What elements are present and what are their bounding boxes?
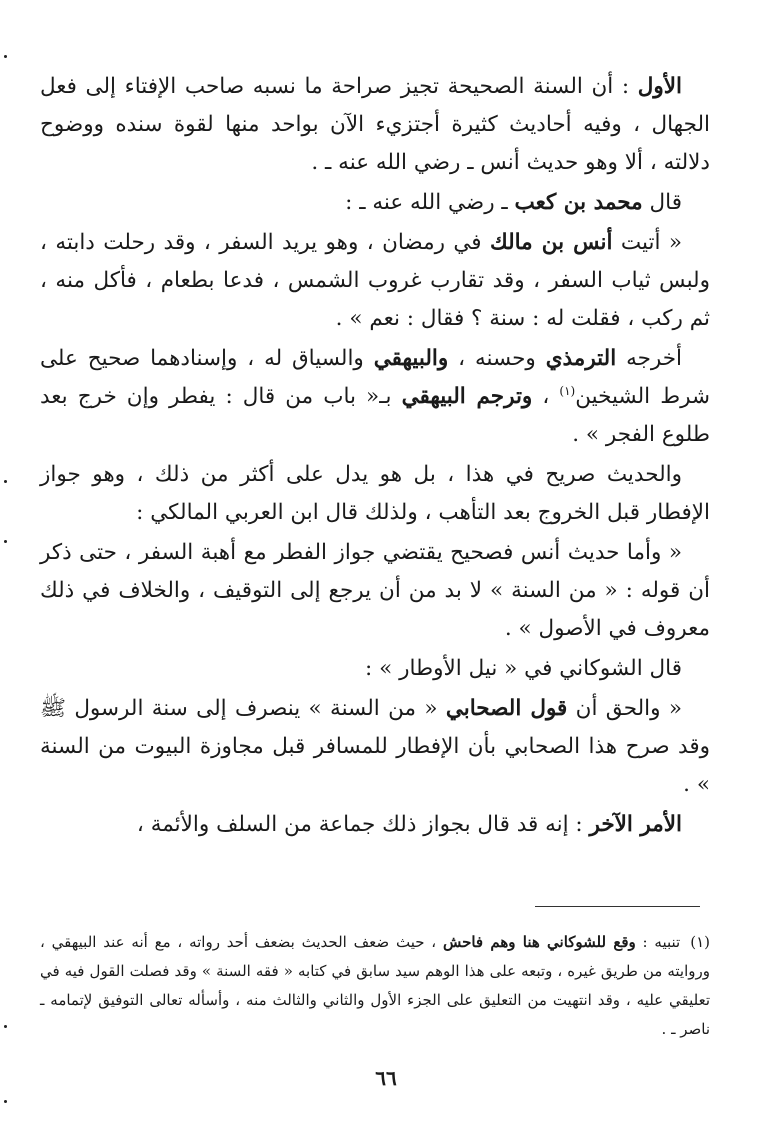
scan-mark — [4, 55, 7, 58]
scan-mark — [4, 1025, 7, 1028]
footnote-number: (١) — [690, 933, 710, 951]
paragraph-2: قال محمد بن كعب ـ رضي الله عنه ـ : — [345, 190, 682, 215]
footnote-ref[interactable]: (١) — [559, 383, 576, 398]
name-muhammad-ibn-kaab: محمد بن كعب — [514, 190, 643, 215]
paragraph-3-hadith: « أتيت أنس بن مالك في رمضان ، وهو يريد السفر ، وقد رحلت دابته ، ولبس ثياب السفر ، وقد تقارب غروب الشمس ، فدعا بطعام ، فأكل منه ، ثم ركب ، فقلت له : سنة ؟ فقال : نعم » . — [40, 230, 710, 331]
main-text — [40, 68, 710, 846]
paragraph-6-quote: « وأما حديث أنس فصحيح يقتضي جواز الفطر مع أهبة السفر ، حتى ذكر أن قوله : « من السنة » لا بد من أن يرجع إلى التوقيف ، والخلاف في ذلك معروف في الأصول » . — [40, 540, 710, 641]
scan-mark — [4, 540, 7, 543]
paragraph-4-takhrij: أخرجه الترمذي وحسنه ، والبيهقي والسياق له ، وإسنادهما صحيح على شرط الشيخين$^{(١)}$ ، وترجم البيهقي بـ« باب من قال : يفطر وإن خرج بعد طلوع الفجر » . — [40, 346, 710, 447]
scan-mark — [4, 480, 7, 483]
term-other-matter: الأمر الآخر — [589, 812, 682, 837]
name-anas: أنس بن مالك — [489, 230, 613, 255]
paragraph-1: الأول : أن السنة الصحيحة تجيز صراحة ما نسبه صاحب الإفتاء إلى فعل الجهال ، وفيه أحاديث كثيرة أجتزيء الآن بواحد منها لقوة سنده ووضوح دلالته ، ألا وهو حديث أنس ـ رضي الله عنه ـ . — [40, 74, 710, 175]
footnote: (١)تنبيه : وقع للشوكاني هنا وهم فاحش ، حيث ضعف الحديث بضعف أحد رواته ، مع أنه عند البيهقي ، وروايته من طريق غيره ، وتبعه على هذا الوهم سيد سابق في كتابه « فقه السنة » وقد فصلت القول فيه في تعليقي عليه ، وقد انتهيت من التعليق على الجزء الأول والثاني والثالث منه ، وأسأله تعالى التوفيق لإتمامه ـ ناصر ـ . — [40, 928, 710, 1044]
scan-mark — [4, 1100, 7, 1103]
footnote-separator — [535, 906, 700, 907]
paragraph-7: قال الشوكاني في « نيل الأوطار » : — [365, 656, 682, 681]
term-first: الأول — [637, 74, 682, 99]
paragraph-9: الأمر الآخر : إنه قد قال بجواز ذلك جماعة من السلف والأئمة ، — [136, 812, 682, 837]
page-number: ٦٦ — [375, 1066, 397, 1090]
paragraph-5: والحديث صريح في هذا ، بل هو يدل على أكثر من ذلك ، وهو جواز الإفطار قبل الخروج بعد التأهب ، ولذلك قال ابن العربي المالكي : — [40, 462, 710, 525]
paragraph-8-quote: « والحق أن قول الصحابي « من السنة » ينصرف إلى سنة الرسول ﷺ وقد صرح هذا الصحابي بأن الإفطار للمسافر قبل مجاوزة البيوت من السنة » . — [40, 696, 710, 797]
